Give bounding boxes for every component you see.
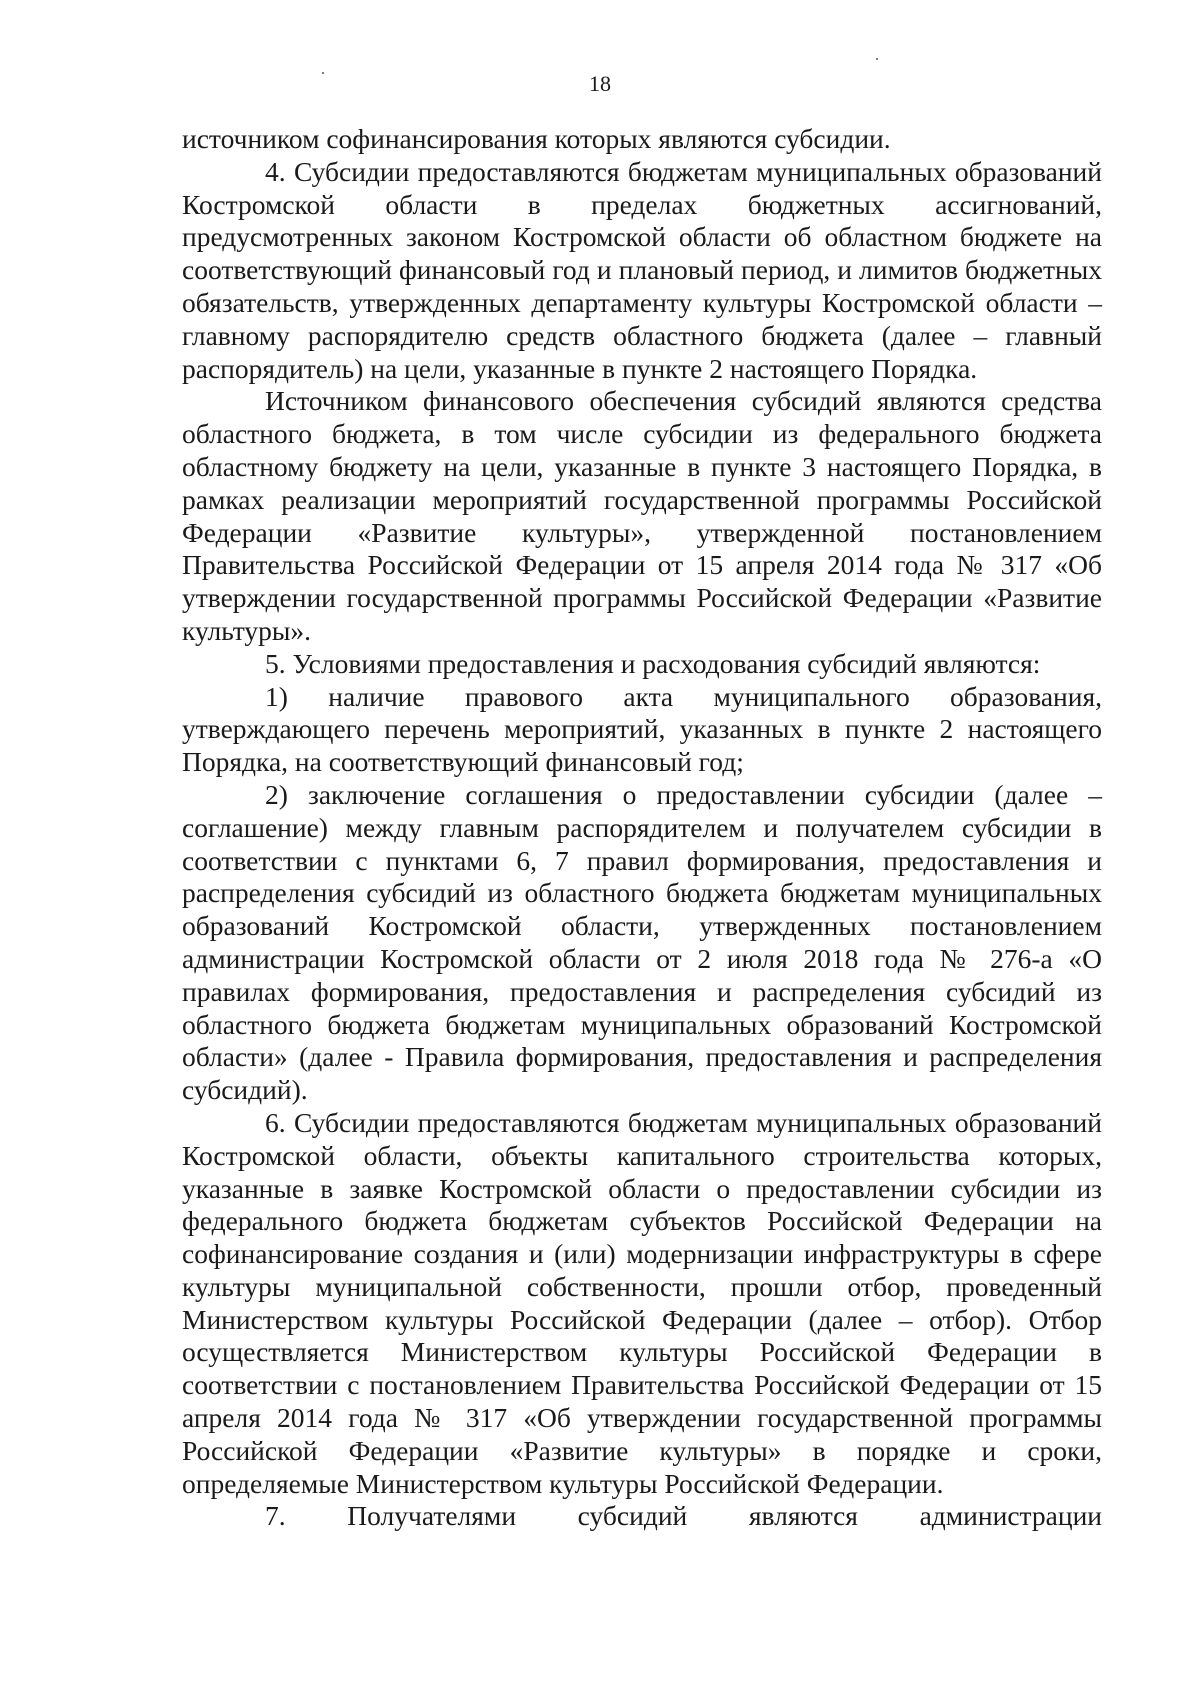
paragraph-funding-source: Источником финансового обеспечения субсидий являются средства областного бюджета, в том числе субсидии из федерального бюджета областному бюджету на цели, указанные в пункте 3 настоящего Порядка, в рамках реализации мероприятий государственной программы Российской Федерации «Развитие культуры», утвержденной постановлением Правительства Российской Федерации от 15 апреля 2014 года № 317 «Об утверждении государственной программы Российской Федерации «Развитие культуры». <box>182 385 1102 646</box>
paragraph-item-6: 6. Субсидии предоставляются бюджетам муниципальных образований Костромской области, объекты капитального строительства которых, указанные в заявке Костромской области о предоставлении субсидии из федерального бюджета бюджетам субъектов Российской Федерации на софинансирование создания и (или) модернизации инфраструктуры в сфере культуры муниципальной собственности, прошли отбор, проведенный Министерством культуры Российской Федерации (далее – отбор). Отбор осуществляется Министерством культуры Российской Федерации в соответствии с постановлением Правительства Российской Федерации от 15 апреля 2014 года № 317 «Об утверждении государственной программы Российской Федерации «Развитие культуры» в порядке и сроки, определяемые Министерством культуры Российской Федерации. <box>182 1106 1102 1499</box>
paragraph-continuation: источником софинансирования которых являются субсидии. <box>182 123 891 154</box>
scan-speck <box>876 58 878 60</box>
paragraph-condition-1: 1) наличие правового акта муниципального образования, утверждающего перечень мероприятий, указанных в пункте 2 настоящего Порядка, на соответствующий финансовый год; <box>182 680 1102 778</box>
paragraph-item-5: 5. Условиями предоставления и расходования субсидий являются: <box>265 647 1041 679</box>
document-body <box>182 123 1102 1533</box>
page-number: 18 <box>589 71 611 96</box>
paragraph-item-4: 4. Субсидии предоставляются бюджетам муниципальных образований Костромской области в пределах бюджетных ассигнований, предусмотренных законом Костромской области об областном бюджете на соответствующий финансовый год и плановый период, и лимитов бюджетных обязательств, утвержденных департаменту культуры Костромской области – главному распорядителю средств областного бюджета (далее – главный распорядитель) на цели, указанные в пункте 2 настоящего Порядка. <box>182 155 1102 384</box>
scan-speck <box>322 72 324 74</box>
paragraph-condition-2: 2) заключение соглашения о предоставлении субсидии (далее – соглашение) между главным распорядителем и получателем субсидии в соответствии с пунктами 6, 7 правил формирования, предоставления и распределения субсидий из областного бюджета бюджетам муниципальных образований Костромской области, утвержденных постановлением администрации Костромской области от 2 июля 2018 года № 276-а «О правилах формирования, предоставления и распределения субсидий из областного бюджета бюджетам муниципальных образований Костромской области» (далее - Правила формирования, предоставления и распределения субсидий). <box>182 778 1102 1106</box>
paragraph-item-7: 7. Получателями субсидий являются администрации <box>265 1500 1102 1532</box>
